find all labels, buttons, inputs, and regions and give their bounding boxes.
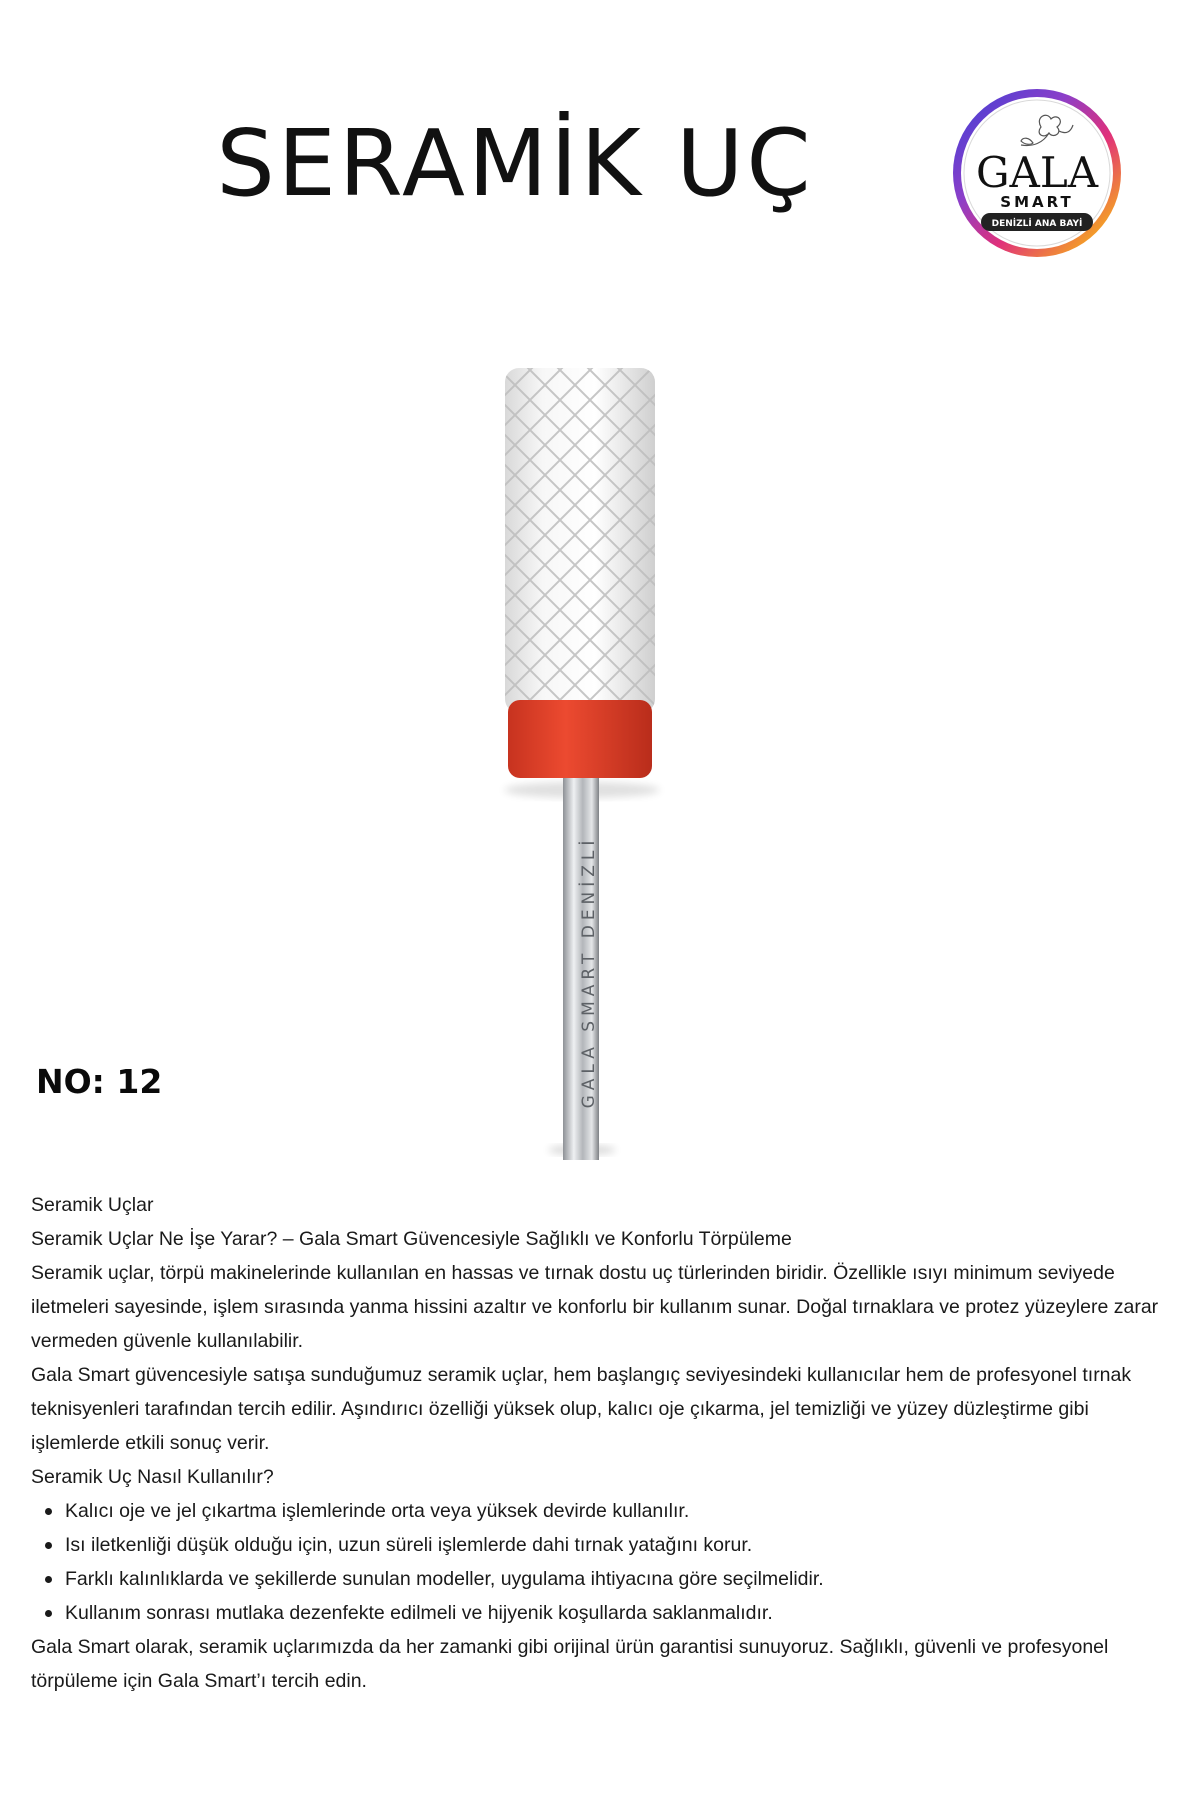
product-number: NO: 12 xyxy=(36,1062,163,1101)
gala-smart-logo xyxy=(951,87,1123,259)
description-heading: Seramik Uçlar xyxy=(31,1194,154,1216)
page-title: SERAMİK UÇ xyxy=(216,110,814,217)
description-paragraph-1: Seramik uçlar, törpü makinelerinde kullanılan en hassas ve tırnak dostu uç türlerinden biridir. Özellikle ısıyı minimum seviyede iletmeleri sayesinde, işlem sırasında yanma hissini azaltır ve konforlu bir kullanım sunar. Doğal tırnaklara ve protez yüzeylere zarar vermeden güvenle kullanılabilir. xyxy=(31,1262,1159,1352)
red-collar xyxy=(508,700,652,778)
closing-paragraph: Gala Smart olarak, seramik uçlarımızda da her zamanki gibi orijinal ürün garantisi sunuyoruz. Sağlıklı, güvenli ve profesyonel törpüleme için Gala Smart’ı tercih edin. xyxy=(31,1636,1109,1692)
logo-sub: SMART xyxy=(1000,193,1074,211)
list-item: Kullanım sonrası mutlaka dezenfekte edilmeli ve hijyenik koşullarda saklanmalıdır. xyxy=(31,1596,1181,1630)
logo-badge-text: DENİZLİ ANA BAYİ xyxy=(991,219,1083,229)
usage-list xyxy=(31,1494,1181,1630)
list-item: Isı iletkenliği düşük olduğu için, uzun süreli işlemlerde dahi tırnak yatağını korur. xyxy=(31,1528,1181,1562)
logo-brand: GALA xyxy=(975,148,1099,197)
shank-engraving: GALA SMART DENİZLİ xyxy=(579,835,599,1109)
description-paragraph-2: Gala Smart güvencesiyle satışa sunduğumuz seramik uçlar, hem başlangıç seviyesindeki kullanıcılar hem de profesyonel tırnak teknisyenleri tarafından tercih edilir. Aşındırıcı özelliği yüksek olup, kalıcı oje çıkarma, jel temizliği ve yüzey düzleştirme gibi işlemlerde etkili sonuç verir. xyxy=(31,1364,1132,1454)
product-image xyxy=(470,360,690,1160)
product-description xyxy=(31,1188,1181,1698)
logo-badge-icon xyxy=(951,87,1123,259)
list-item: Kalıcı oje ve jel çıkartma işlemlerinde orta veya yüksek devirde kullanılır. xyxy=(31,1494,1181,1528)
list-item: Farklı kalınlıklarda ve şekillerde sunulan modeller, uygulama ihtiyacına göre seçilmelidir. xyxy=(31,1562,1181,1596)
usage-heading: Seramik Uç Nasıl Kullanılır? xyxy=(31,1466,274,1488)
description-subheading: Seramik Uçlar Ne İşe Yarar? – Gala Smart Güvencesiyle Sağlıklı ve Konforlu Törpüleme xyxy=(31,1228,792,1250)
